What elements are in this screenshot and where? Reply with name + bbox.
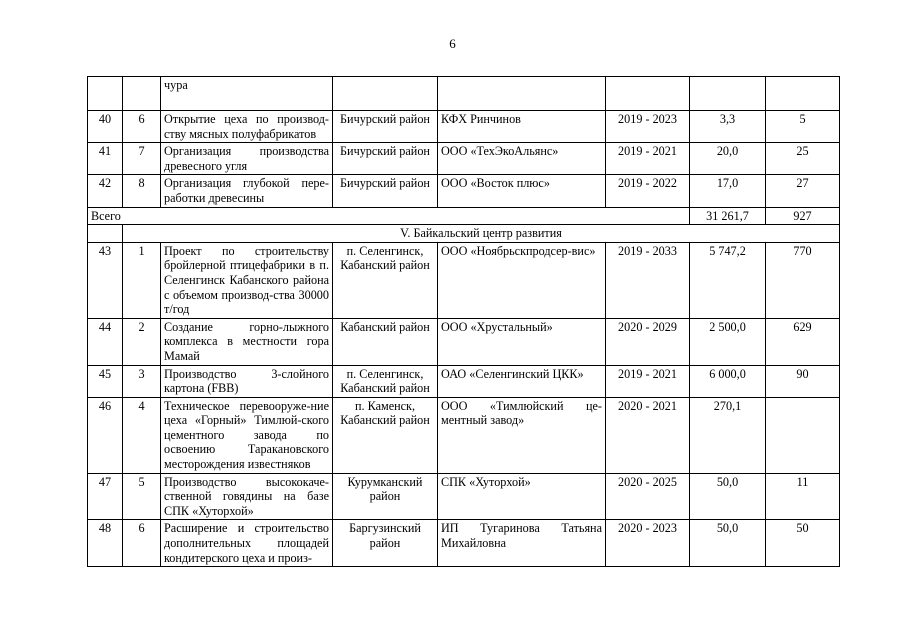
row-subnumber: 7: [123, 143, 161, 175]
project-cost: [690, 77, 766, 111]
row-subnumber: 5: [123, 473, 161, 520]
row-number: 47: [88, 473, 123, 520]
table-row: [88, 175, 840, 207]
project-name: Расширение и строительство дополнительных площадей кондитерского цеха и произ-: [161, 520, 333, 567]
row-subnumber: 3: [123, 365, 161, 397]
table-row: [88, 520, 840, 567]
row-number: 42: [88, 175, 123, 207]
project-company: ООО «Тимлюйский це-ментный завод»: [438, 397, 606, 473]
project-jobs: 770: [766, 242, 840, 318]
project-location: Бичурский район: [333, 111, 438, 143]
project-period: 2020 - 2025: [606, 473, 690, 520]
project-period: 2019 - 2021: [606, 365, 690, 397]
project-jobs: 27: [766, 175, 840, 207]
projects-table: [87, 76, 840, 567]
project-cost: 17,0: [690, 175, 766, 207]
row-number: 40: [88, 111, 123, 143]
table-row: [88, 242, 840, 318]
project-company: ООО «Ноябрьскпродсер-вис»: [438, 242, 606, 318]
table-row: [88, 473, 840, 520]
project-name: Техническое перевооруже-ние цеха «Горный» Тимлюй-ского цементного завода по освоению Таракановского месторождения известняков: [161, 397, 333, 473]
project-location: п. Каменск, Кабанский район: [333, 397, 438, 473]
table-row: [88, 111, 840, 143]
table-row: [88, 365, 840, 397]
project-location: [333, 77, 438, 111]
row-subnumber: 6: [123, 111, 161, 143]
row-subnumber: 8: [123, 175, 161, 207]
project-name: Организация глубокой пере-работки древесины: [161, 175, 333, 207]
project-name: чура: [161, 77, 333, 111]
total-cost: 31 261,7: [690, 207, 766, 225]
project-company: КФХ Ринчинов: [438, 111, 606, 143]
project-name: Организация производства древесного угля: [161, 143, 333, 175]
project-period: 2019 - 2033: [606, 242, 690, 318]
project-period: 2020 - 2029: [606, 318, 690, 365]
project-cost: 270,1: [690, 397, 766, 473]
total-row: [88, 207, 840, 225]
project-name: Создание горно-лыжного комплекса в местности гора Мамай: [161, 318, 333, 365]
project-period: 2019 - 2021: [606, 143, 690, 175]
project-cost: 20,0: [690, 143, 766, 175]
project-location: Бичурский район: [333, 143, 438, 175]
project-company: [438, 77, 606, 111]
section-spacer: [88, 225, 123, 243]
project-jobs: 11: [766, 473, 840, 520]
row-number: 41: [88, 143, 123, 175]
row-number: 45: [88, 365, 123, 397]
total-label: Всего: [88, 207, 690, 225]
project-location: Кабанский район: [333, 318, 438, 365]
project-period: 2019 - 2023: [606, 111, 690, 143]
project-jobs: 50: [766, 520, 840, 567]
project-cost: 50,0: [690, 473, 766, 520]
project-period: 2020 - 2021: [606, 397, 690, 473]
project-jobs: [766, 397, 840, 473]
row-number: [88, 77, 123, 111]
project-location: Баргузинский район: [333, 520, 438, 567]
row-number: 48: [88, 520, 123, 567]
table-row: [88, 77, 840, 111]
project-name: Проект по строительству бройлерной птицефабрики в п. Селенгинск Кабанского района с объемом производ-ства 30000 т/год: [161, 242, 333, 318]
project-cost: 2 500,0: [690, 318, 766, 365]
row-number: 43: [88, 242, 123, 318]
project-company: ИП Тугаринова Татьяна Михайловна: [438, 520, 606, 567]
project-company: ООО «Восток плюс»: [438, 175, 606, 207]
section-row: [88, 225, 840, 243]
project-company: СПК «Хуторхой»: [438, 473, 606, 520]
project-location: Курумканский район: [333, 473, 438, 520]
project-period: 2019 - 2022: [606, 175, 690, 207]
row-subnumber: 1: [123, 242, 161, 318]
page-number: 6: [449, 36, 456, 51]
project-company: ОАО «Селенгинский ЦКК»: [438, 365, 606, 397]
project-company: ООО «Хрустальный»: [438, 318, 606, 365]
project-jobs: 629: [766, 318, 840, 365]
table-row: [88, 143, 840, 175]
project-name: Производство 3-слойного картона (FBB): [161, 365, 333, 397]
row-subnumber: 2: [123, 318, 161, 365]
project-cost: 6 000,0: [690, 365, 766, 397]
project-cost: 50,0: [690, 520, 766, 567]
project-location: п. Селенгинск, Кабанский район: [333, 242, 438, 318]
table-row: [88, 318, 840, 365]
project-period: 2020 - 2023: [606, 520, 690, 567]
project-name: Производство высококаче-ственной говядины на базе СПК «Хуторхой»: [161, 473, 333, 520]
row-subnumber: [123, 77, 161, 111]
row-number: 44: [88, 318, 123, 365]
project-period: [606, 77, 690, 111]
row-subnumber: 6: [123, 520, 161, 567]
project-jobs: [766, 77, 840, 111]
project-jobs: 25: [766, 143, 840, 175]
project-cost: 5 747,2: [690, 242, 766, 318]
project-cost: 3,3: [690, 111, 766, 143]
project-location: Бичурский район: [333, 175, 438, 207]
project-company: ООО «ТехЭкоАльянс»: [438, 143, 606, 175]
project-location: п. Селенгинск, Кабанский район: [333, 365, 438, 397]
section-title: V. Байкальский центр развития: [123, 225, 840, 243]
project-name: Открытие цеха по производ-ству мясных полуфабрикатов: [161, 111, 333, 143]
row-number: 46: [88, 397, 123, 473]
project-jobs: 5: [766, 111, 840, 143]
project-jobs: 90: [766, 365, 840, 397]
row-subnumber: 4: [123, 397, 161, 473]
total-jobs: 927: [766, 207, 840, 225]
table-row: [88, 397, 840, 473]
